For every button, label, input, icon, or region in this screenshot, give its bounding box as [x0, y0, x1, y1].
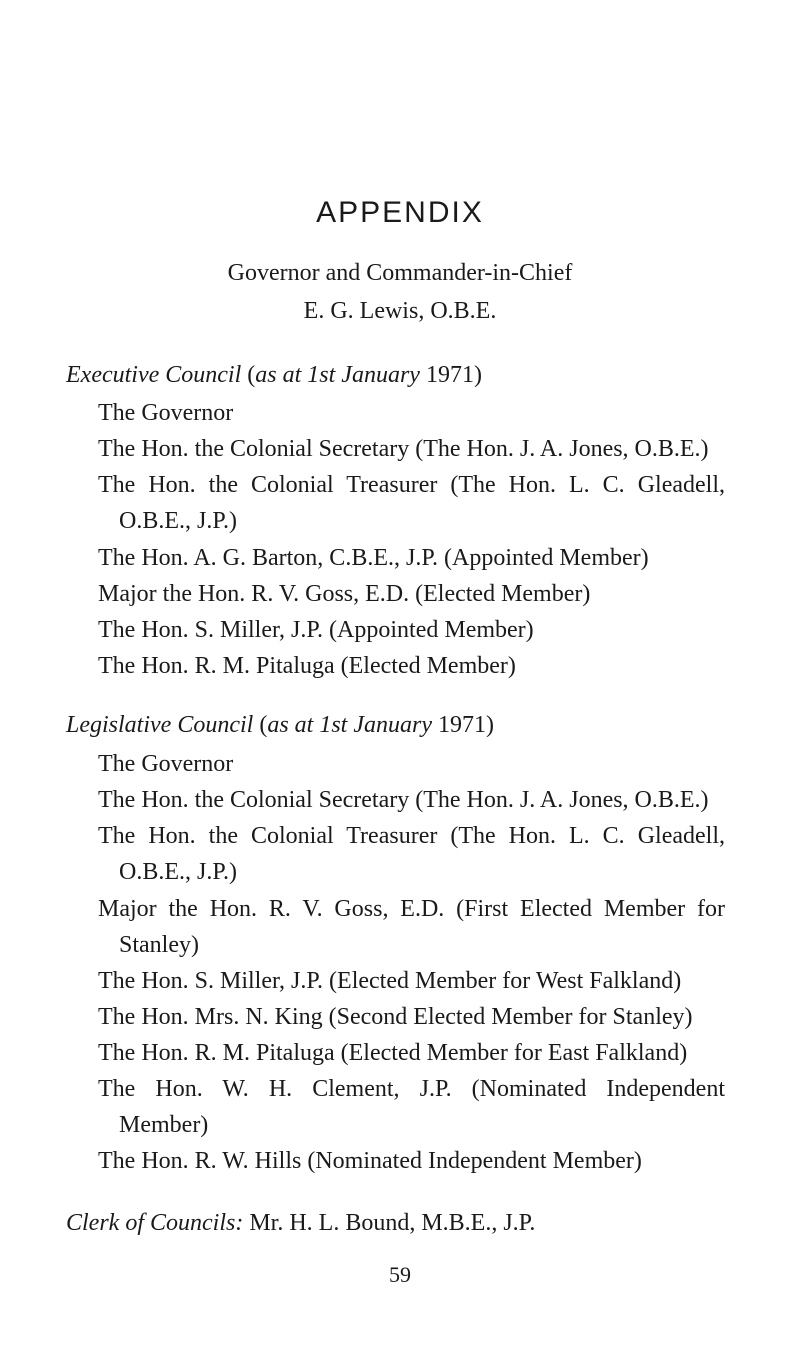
list-item: O.B.E., J.P.)	[119, 508, 238, 534]
clerk-label: Clerk of Councils:	[66, 1210, 244, 1236]
legislative-council-heading	[66, 712, 494, 739]
list-item: The Hon. S. Miller, J.P. (Appointed Member)	[98, 617, 534, 643]
list-item: The Hon. A. G. Barton, C.B.E., J.P. (Appointed Member)	[98, 545, 649, 571]
list-item: The Governor	[98, 400, 234, 426]
heading-year: 1971)	[437, 712, 494, 738]
list-item: Major the Hon. R. V. Goss, E.D. (First Elected Member for	[98, 896, 725, 922]
heading-open-paren: (	[259, 712, 268, 738]
list-item: The Hon. the Colonial Treasurer (The Hon. L. C. Gleadell,	[98, 472, 725, 498]
page-title: APPENDIX	[316, 196, 484, 229]
heading-as-at: as at	[267, 712, 314, 738]
list-item: Member)	[119, 1112, 209, 1138]
page-number: 59	[389, 1262, 411, 1287]
heading-as-at: as at	[255, 362, 302, 388]
list-item: The Hon. S. Miller, J.P. (Elected Member for West Falkland)	[98, 968, 682, 994]
list-item: The Hon. the Colonial Secretary (The Hon. J. A. Jones, O.B.E.)	[98, 787, 709, 813]
heading-label: Executive Council	[66, 362, 242, 388]
list-item: The Hon. R. M. Pitaluga (Elected Member)	[98, 653, 516, 679]
heading-date: 1st January	[307, 362, 420, 388]
heading-open-paren: (	[247, 362, 256, 388]
list-item: The Hon. the Colonial Treasurer (The Hon. L. C. Gleadell,	[98, 823, 725, 849]
heading-date: 1st January	[319, 712, 432, 738]
governor-name: E. G. Lewis, O.B.E.	[303, 298, 497, 324]
executive-council-heading	[66, 362, 482, 389]
list-item: Stanley)	[119, 932, 199, 958]
heading-year: 1971)	[425, 362, 482, 388]
list-item: The Governor	[98, 751, 234, 777]
list-item: The Hon. R. M. Pitaluga (Elected Member for East Falkland)	[98, 1040, 688, 1066]
list-item: The Hon. W. H. Clement, J.P. (Nominated Independent	[98, 1076, 725, 1102]
clerk-line	[66, 1210, 535, 1237]
list-item: The Hon. Mrs. N. King (Second Elected Member for Stanley)	[98, 1004, 693, 1030]
list-item: Major the Hon. R. V. Goss, E.D. (Elected Member)	[98, 581, 591, 607]
clerk-name: Mr. H. L. Bound, M.B.E., J.P.	[249, 1210, 536, 1236]
list-item: The Hon. the Colonial Secretary (The Hon. J. A. Jones, O.B.E.)	[98, 436, 709, 462]
list-item: O.B.E., J.P.)	[119, 859, 238, 885]
list-item: The Hon. R. W. Hills (Nominated Independent Member)	[98, 1148, 642, 1174]
heading-label: Legislative Council	[66, 712, 254, 738]
governor-role: Governor and Commander-in-Chief	[227, 260, 573, 286]
